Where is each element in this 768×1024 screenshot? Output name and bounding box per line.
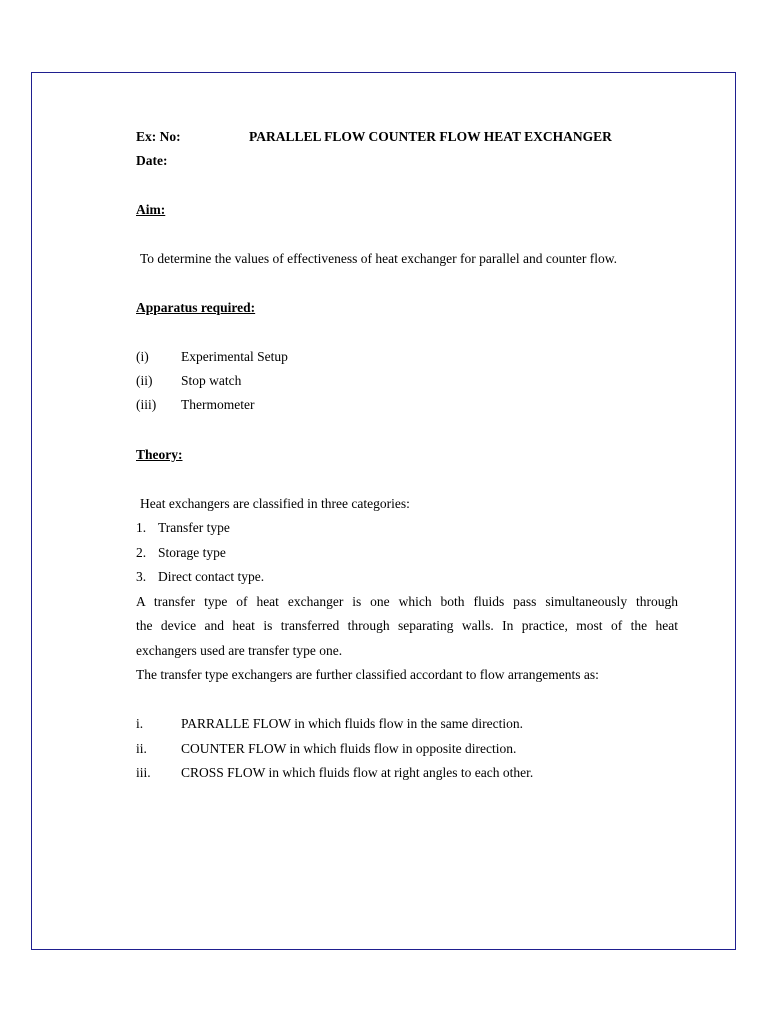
category-item: Transfer type bbox=[158, 520, 230, 535]
date-label: Date: bbox=[136, 153, 168, 168]
apparatus-item: Stop watch bbox=[181, 373, 242, 388]
flow-marker: ii. bbox=[136, 741, 147, 756]
category-item: Storage type bbox=[158, 545, 226, 560]
theory-heading: Theory: bbox=[136, 447, 183, 462]
apparatus-marker: (iii) bbox=[136, 397, 157, 412]
exno-label: Ex: No: bbox=[136, 129, 181, 144]
aim-heading: Aim: bbox=[136, 202, 166, 217]
theory-paragraph-line: exchangers used are transfer type one. bbox=[136, 643, 343, 658]
aim-text: To determine the values of effectiveness of heat exchanger for parallel and counter flow. bbox=[140, 251, 617, 266]
apparatus-heading: Apparatus required: bbox=[136, 300, 256, 315]
flow-item: COUNTER FLOW in which fluids flow in opposite direction. bbox=[181, 741, 517, 756]
apparatus-marker: (ii) bbox=[136, 373, 153, 388]
page-title: PARALLEL FLOW COUNTER FLOW HEAT EXCHANGER bbox=[249, 129, 612, 144]
classification-intro: The transfer type exchangers are further classified accordant to flow arrangements as: bbox=[136, 667, 599, 682]
flow-marker: iii. bbox=[136, 765, 151, 780]
apparatus-item: Thermometer bbox=[181, 397, 255, 412]
theory-paragraph-line: A transfer type of heat exchanger is one which both fluids pass simultaneously through bbox=[136, 594, 678, 609]
theory-paragraph-line: the device and heat is transferred through separating walls. In practice, most of the heat bbox=[136, 618, 678, 633]
category-marker: 1. bbox=[136, 520, 147, 535]
flow-item: CROSS FLOW in which fluids flow at right angles to each other. bbox=[181, 765, 534, 780]
theory-intro: Heat exchangers are classified in three categories: bbox=[140, 496, 410, 511]
category-marker: 2. bbox=[136, 545, 147, 560]
flow-item: PARRALLE FLOW in which fluids flow in the same direction. bbox=[181, 716, 523, 731]
category-marker: 3. bbox=[136, 569, 147, 584]
apparatus-marker: (i) bbox=[136, 349, 149, 364]
apparatus-item: Experimental Setup bbox=[181, 349, 288, 364]
flow-marker: i. bbox=[136, 716, 144, 731]
category-item: Direct contact type. bbox=[158, 569, 265, 584]
